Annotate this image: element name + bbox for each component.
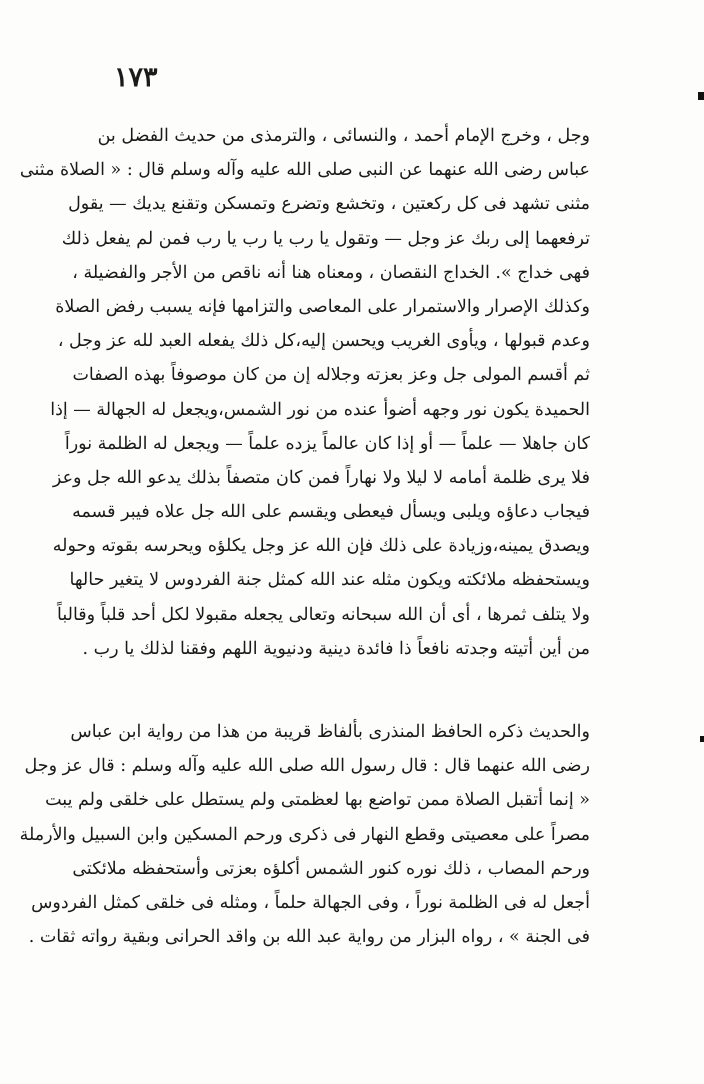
text-line: فهى خداج ». الخداج النقصان ، ومعناه هنا أنه ناقص من الأجر والفضيلة ،: [72, 262, 590, 283]
text-line: فلا يرى ظلمة أمامه لا ليلا ولا نهاراً فمن كان متصفاً بذلك يدعو الله جل وعز: [52, 467, 590, 488]
text-line: رضى الله عنهما قال : قال رسول الله صلى الله عليه وآله وسلم : قال عز وجل: [24, 756, 590, 777]
text-line: ويستحفظه ملائكته ويكون مثله عند الله كمثل جنة الفردوس لا يتغير حالها: [69, 570, 590, 591]
page-number: ١٧٣: [114, 62, 158, 93]
scan-edge-mark: [700, 736, 704, 742]
scan-edge-mark: [698, 92, 704, 100]
text-line: ثم أقسم المولى جل وعز بعزته وجلاله إن من كان موصوفاً بهذه الصفات: [72, 365, 590, 386]
text-line: وكذلك الإصرار والاستمرار على المعاصى والتزامها فإنه يسبب رفض الصلاة: [55, 296, 590, 317]
text-line: أجعل له فى الظلمة نوراً ، وفى الجهالة حلماً ، ومثله فى خلقى كمثل الفردوس: [31, 892, 590, 913]
text-line: ورحم المصاب ، ذلك نوره كنور الشمس أكلؤه بعزتى وأستحفظه ملائكتى: [72, 858, 590, 879]
text-line: من أين أتيته وجدته نافعاً ذا فائدة دينية ودنيوية اللهم وفقنا لذلك يا رب .: [82, 638, 590, 659]
text-line: مصراً على معصيتى وقطع النهار فى ذكرى ورحم المسكين وابن السبيل والأرملة: [19, 824, 590, 845]
text-line: ترفعهما إلى ربك عز وجل — وتقول يا رب يا رب يا رب فمن لم يفعل ذلك: [61, 228, 590, 249]
text-line: مثنى تشهد فى كل ركعتين ، وتخشع وتضرع وتمسكن وتقنع يديك — يقول: [68, 194, 590, 215]
text-line: وعدم قبولها ، ويأوى الغريب ويحسن إليه،كل ذلك يفعله العبد لله عز وجل ،: [57, 331, 590, 352]
text-line: الحميدة يكون نور وجهه أضوأ عنده من نور الشمس،ويجعل له الجهالة — إذا: [50, 399, 590, 420]
text-line: كان جاهلا — علماً — أو إذا كان عالماً يزده علماً — ويجعل له الظلمة نوراً: [64, 433, 590, 454]
text-line: ويصدق يمينه،وزيادة على ذلك فإن الله عز وجل يكلؤه ويحرسه بقوته وحوله: [52, 536, 590, 557]
text-line: ولا يتلف ثمرها ، أى أن الله سبحانه وتعالى يجعله مقبولا لكل أحد قلباً وقالباً: [57, 604, 590, 625]
text-line: والحديث ذكره الحافظ المنذرى بألفاظ قريبة من هذا من رواية ابن عباس: [70, 722, 590, 742]
text-line: فى الجنة » ، رواه البزار من رواية عبد الله بن واقد الحرانى وبقية رواته ثقات .: [28, 927, 590, 948]
paragraph-2: [19, 715, 590, 954]
text-line: وجل ، وخرج الإمام أحمد ، والنسائى ، والترمذى من حديث الفضل بن: [97, 126, 590, 146]
text-line: « إنما أتقبل الصلاة ممن تواضع بها لعظمتى ولم يستطل على خلقى ولم يبت: [45, 790, 590, 811]
text-line: فيجاب دعاؤه ويلبى ويسأل فيعطى ويقسم على الله جل علاه فيبر قسمه: [72, 502, 590, 523]
text-line: عباس رضى الله عنهما عن النبى صلى الله عليه وآله وسلم قال : « الصلاة مثنى: [19, 160, 590, 181]
paragraph-1: [19, 119, 590, 666]
